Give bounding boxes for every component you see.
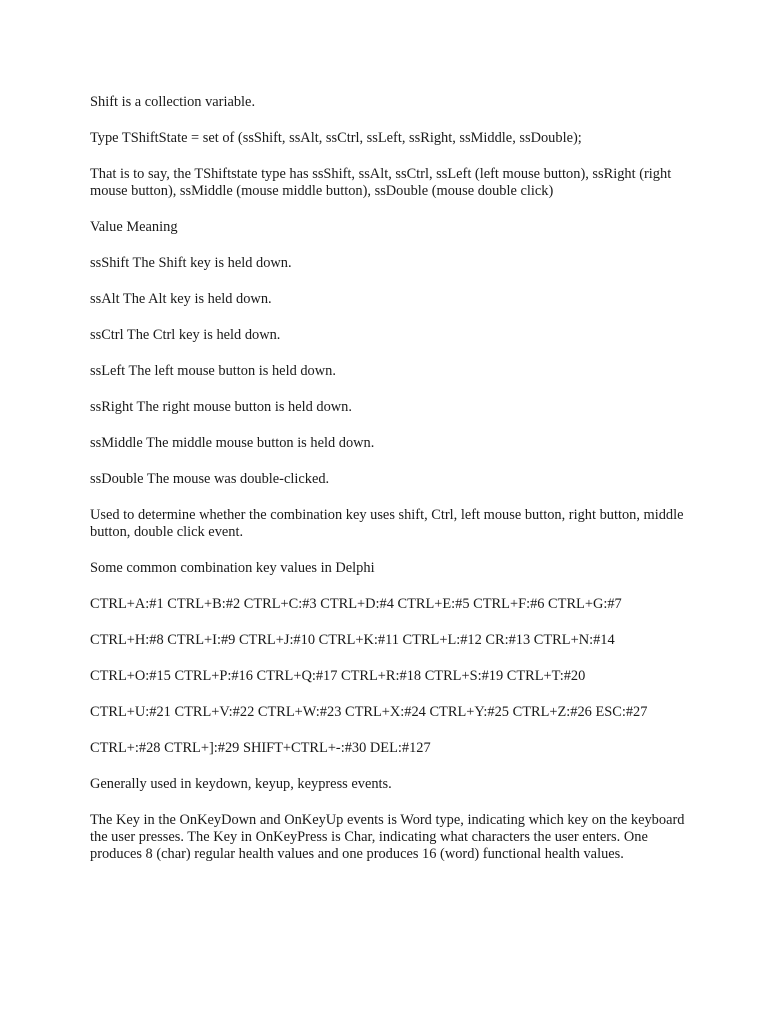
paragraph-key-types: The Key in the OnKeyDown and OnKeyUp events is Word type, indicating which key on the keyboard the user presses. The Key in OnKeyPress is Char, indicating what characters the user enters. One produces 8 (char) regular health values and one produces 16 (word) functional health values. [90, 812, 685, 862]
paragraph-type-declaration: Type TShiftState = set of (ssShift, ssAlt, ssCtrl, ssLeft, ssRight, ssMiddle, ssDouble); [90, 130, 582, 146]
paragraph-ssright: ssRight The right mouse button is held down. [90, 399, 352, 415]
paragraph-ssctrl: ssCtrl The Ctrl key is held down. [90, 327, 281, 343]
paragraph-ssalt: ssAlt The Alt key is held down. [90, 291, 272, 307]
paragraph-ssmiddle: ssMiddle The middle mouse button is held down. [90, 435, 375, 451]
paragraph-keycodes-row-3: CTRL+O:#15 CTRL+P:#16 CTRL+Q:#17 CTRL+R:#18 CTRL+S:#19 CTRL+T:#20 [90, 668, 586, 684]
paragraph-keycodes-row-2: CTRL+H:#8 CTRL+I:#9 CTRL+J:#10 CTRL+K:#11 CTRL+L:#12 CR:#13 CTRL+N:#14 [90, 632, 615, 648]
paragraph-keycodes-row-4: CTRL+U:#21 CTRL+V:#22 CTRL+W:#23 CTRL+X:#24 CTRL+Y:#25 CTRL+Z:#26 ESC:#27 [90, 704, 648, 720]
paragraph-keycodes-row-5: CTRL+:#28 CTRL+]:#29 SHIFT+CTRL+-:#30 DEL:#127 [90, 740, 431, 756]
paragraph-shift-intro: Shift is a collection variable. [90, 94, 256, 110]
paragraph-usage: Used to determine whether the combination key uses shift, Ctrl, left mouse button, right button, middle button, double click event. [90, 507, 684, 540]
paragraph-ssdouble: ssDouble The mouse was double-clicked. [90, 471, 330, 487]
paragraph-ssleft: ssLeft The left mouse button is held down. [90, 363, 336, 379]
paragraph-value-meaning-header: Value Meaning [90, 219, 178, 235]
paragraph-type-explanation: That is to say, the TShiftstate type has ssShift, ssAlt, ssCtrl, ssLeft (left mouse button), ssRight (right mouse button), ssMiddle (mouse middle button), ssDouble (mouse double click) [90, 166, 672, 199]
paragraph-keycodes-row-1: CTRL+A:#1 CTRL+B:#2 CTRL+C:#3 CTRL+D:#4 CTRL+E:#5 CTRL+F:#6 CTRL+G:#7 [90, 596, 622, 612]
paragraph-events-usage: Generally used in keydown, keyup, keypress events. [90, 776, 392, 792]
paragraph-ssshift: ssShift The Shift key is held down. [90, 255, 292, 271]
paragraph-combination-header: Some common combination key values in Delphi [90, 560, 375, 576]
document-body [90, 94, 690, 882]
